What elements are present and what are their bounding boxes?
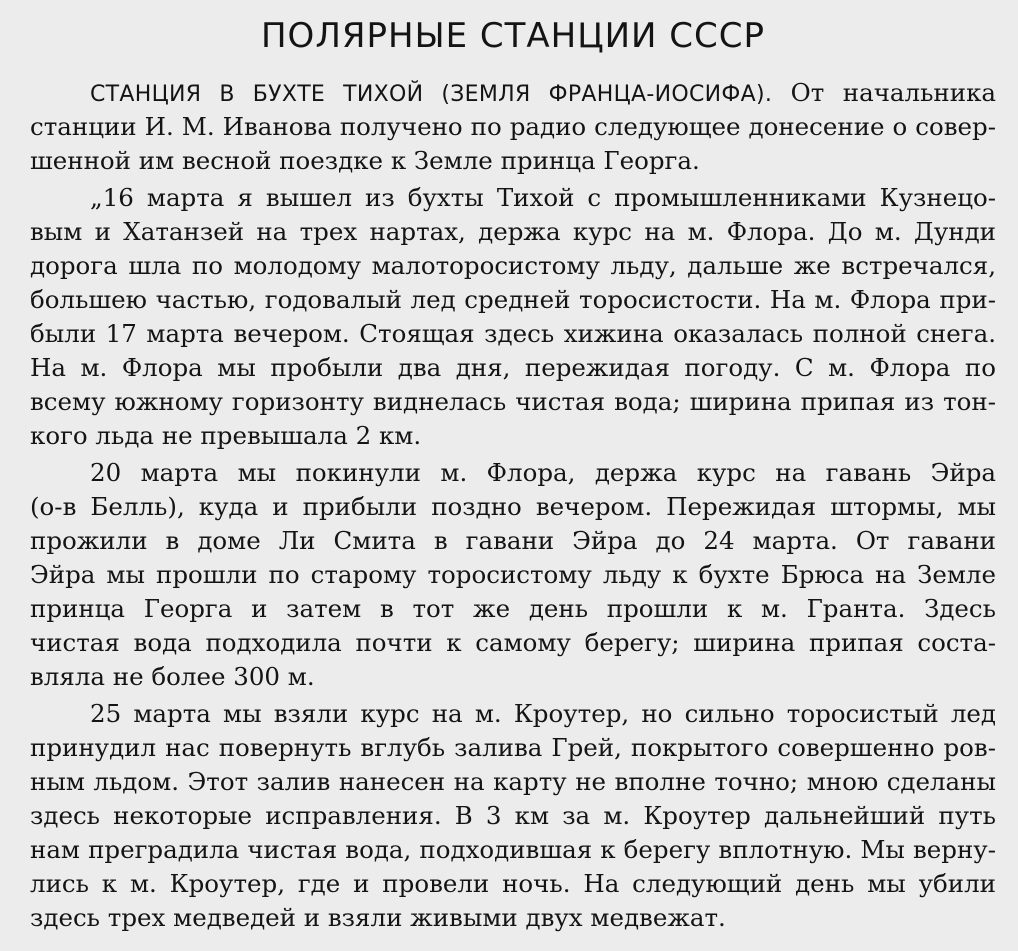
station-heading: СТАНЦИЯ В БУХТЕ ТИХОЙ (ЗЕМЛЯ ФРАНЦА-ИОСИФА). xyxy=(90,82,773,107)
text-line: Эйра мы прошли по старому торосистому льду к бухте Брюса на Земле xyxy=(30,560,996,589)
text-line: лись к м. Кроутер, где и провели ночь. На следующий день мы убили xyxy=(30,869,996,898)
text-line: 20 марта мы покинули м. Флора, держа курс на гавань Эйра xyxy=(90,458,996,487)
page-title: ПОЛЯРНЫЕ СТАНЦИИ СССР xyxy=(260,16,765,56)
text-line: здесь некоторые исправления. В 3 км за м. Кроутер дальнейший путь xyxy=(30,801,996,830)
text-line: На м. Флора мы пробыли два дня, пережидая погоду. С м. Флора по xyxy=(30,353,996,382)
text-line: большею частью, годовалый лед средней торосистости. На м. Флора при- xyxy=(30,285,996,314)
text-line: принца Георга и затем в тот же день прошли к м. Гранта. Здесь xyxy=(30,594,996,623)
text-line: (о-в Белль), куда и прибыли поздно вечером. Пережидая штормы, мы xyxy=(30,492,996,521)
paragraph-3 xyxy=(30,456,996,694)
text-line: здесь трех медведей и взяли живыми двух медвежат. xyxy=(30,903,726,932)
text-line: кого льда не превышала 2 км. xyxy=(30,421,422,450)
text-line: 25 марта мы взяли курс на м. Кроутер, но сильно торосистый лед xyxy=(90,699,996,728)
text-line: всему южному горизонту виднелась чистая вода; ширина припая из тон- xyxy=(30,387,996,416)
text-line: вым и Хатанзей на трех нартах, держа курс на м. Флора. До м. Дунди xyxy=(30,217,996,246)
paragraph-4 xyxy=(30,697,996,935)
text-line: были 17 марта вечером. Стоящая здесь хижина оказалась полной снега. xyxy=(30,319,996,348)
text-line: ным льдом. Этот залив нанесен на карту не вполне точно; мною сделаны xyxy=(30,767,996,796)
text-line: чистая вода подходила почти к самому берегу; ширина припая соста- xyxy=(30,628,996,657)
text-line: дорога шла по молодому малоторосистому льду, дальше же встречался, xyxy=(30,251,996,280)
text-line xyxy=(30,76,996,110)
text-line: шенной им весной поездке к Земле принца Георга. xyxy=(30,146,700,175)
text-line: вляла не более 300 м. xyxy=(30,662,315,691)
paragraph-2 xyxy=(30,181,996,453)
text-line: „16 марта я вышел из бухты Тихой с промышленниками Кузнецо- xyxy=(90,183,996,212)
text-line: станции И. М. Иванова получено по радио следующее донесение о совер- xyxy=(30,112,996,141)
text-line: нам преградила чистая вода, подходившая к берегу вплотную. Мы верну- xyxy=(30,835,996,864)
text-line: принудил нас повернуть вглубь залива Грей, покрытого совершенно ров- xyxy=(30,733,996,762)
text-line: прожили в доме Ли Смита в гавани Эйра до 24 марта. От гавани xyxy=(30,526,996,555)
paragraph-1 xyxy=(30,76,996,178)
text-line-fragment: От начальника xyxy=(772,78,997,107)
